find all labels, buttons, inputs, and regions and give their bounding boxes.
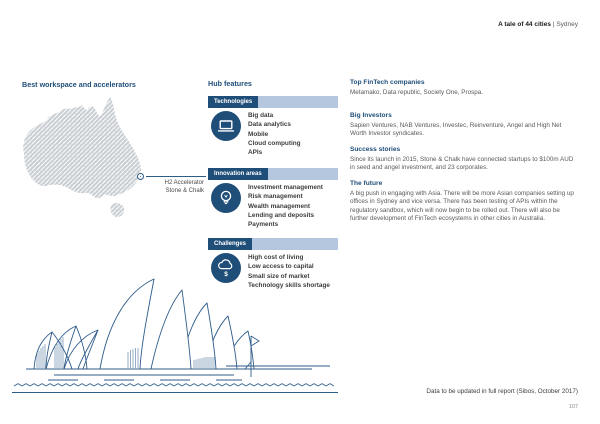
map-marker-dot: [140, 176, 142, 178]
tasmania-island: [111, 203, 125, 217]
marker-label: [140, 180, 204, 195]
lightbulb-icon: [211, 183, 241, 213]
report-header-city: Sydney: [556, 21, 578, 28]
info-title: Success stories: [350, 146, 401, 153]
opera-sail: [151, 290, 191, 369]
report-header-title: A tale of 44 cities: [498, 21, 551, 28]
hub-item: Small size of market: [248, 272, 310, 280]
opera-sail: [100, 279, 154, 369]
hub-item: Big data: [248, 112, 274, 119]
hub-item: Lending and deposits: [248, 211, 315, 219]
hub-item: Risk management: [248, 193, 303, 201]
marker-label-line2: Stone & Chalk: [165, 187, 204, 194]
water-wave-line: [14, 384, 334, 386]
info-title: Big Investors: [350, 112, 392, 119]
marker-label-line1: H2 Accelerator: [164, 180, 204, 186]
hub-section-bar-challenges: [208, 238, 338, 250]
hub-item: Mobile: [248, 130, 269, 138]
hub-item: Technology skills shortage: [248, 281, 330, 289]
hub-section-label-challenges: Challenges: [208, 238, 252, 250]
australia-mainland: [23, 97, 141, 198]
page-number: 107: [568, 404, 578, 410]
map-section-title: Best workspace and accelerators: [22, 80, 136, 89]
info-section-success-stories: [350, 146, 579, 173]
hub-item: Low access to capital: [248, 263, 314, 271]
info-section-top-fintech: [350, 79, 579, 97]
australia-map: [14, 96, 156, 236]
report-header-separator: |: [552, 21, 555, 28]
hub-item: Data analytics: [248, 121, 291, 129]
hub-item: Cloud computing: [248, 139, 301, 147]
hub-item: APIs: [248, 149, 263, 157]
info-section-big-investors: [350, 112, 579, 139]
info-body: Since its launch in 2015, Stone & Chalk have connected startups to $100m AUD in seed and angel investment, and 23 corporates.: [350, 155, 574, 172]
footer-note: Data to be updated in full report (Sibos, October 2017): [426, 388, 578, 395]
opera-house-illustration: [8, 274, 346, 400]
report-header: [498, 21, 578, 28]
info-section-the-future: [350, 180, 579, 224]
info-title: The future: [350, 180, 383, 187]
hub-section-bar-technologies: [208, 96, 338, 108]
hub-item: Wealth management: [248, 202, 311, 210]
hub-item-list-innovation: [248, 183, 323, 229]
marker-callout-line: [146, 176, 206, 177]
hub-section-label-innovation: Innovation areas: [208, 168, 268, 180]
info-body: Metamako, Data republic, Society One, Prospa.: [350, 88, 483, 96]
hub-section-label-technologies: Technologies: [208, 96, 258, 108]
info-body: A big push in engaging with Asia. There will be more Asian companies setting up offices in Sydney and vice versa. There has been testing of APIs within the regulatory sandbox, which will now begin to be rolled out. There will also be further development of FinTech ecosystems in other cities in Australia.: [350, 189, 574, 223]
hub-item: Investment management: [248, 184, 323, 191]
svg-text:$: $: [224, 271, 228, 278]
hub-section-bar-innovation: [208, 168, 338, 180]
hub-item: Payments: [248, 221, 279, 229]
hub-item-list-technologies: [248, 111, 301, 157]
info-title: Top FinTech companies: [350, 79, 425, 86]
hub-item: High cost of living: [248, 254, 304, 261]
laptop-icon: [211, 111, 241, 141]
info-body: Sapien Ventures, NAB Ventures, Investec, Reinventure, Angel and High Net Worth Investor syndicates.: [350, 121, 562, 138]
hub-title: Hub features: [208, 79, 252, 88]
map-marker: [137, 173, 144, 180]
